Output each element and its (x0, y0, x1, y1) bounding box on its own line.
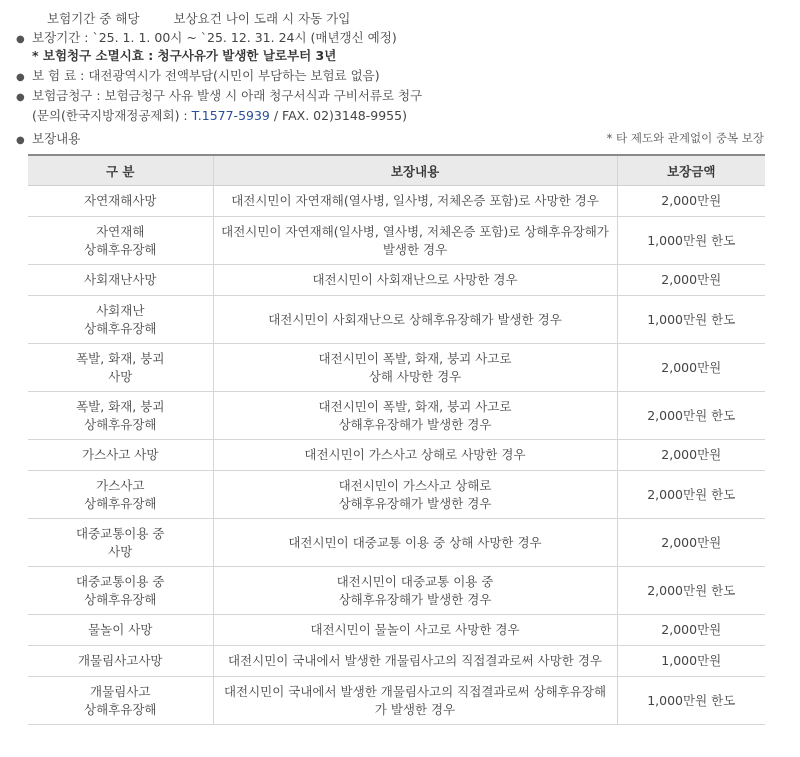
cell-line: 폭발, 화재, 붕괴 (76, 398, 165, 414)
amount-cell: 2,000만원 (617, 186, 765, 217)
table-row (28, 567, 765, 615)
amount-cell: 2,000만원 (617, 615, 765, 646)
cell-line: 상해후유장해 (84, 320, 157, 336)
table-row (28, 519, 765, 567)
header-category: 구 분 (28, 155, 213, 186)
cell-line: 물놀이 사망 (88, 622, 153, 637)
category-cell (28, 567, 213, 615)
table-row (28, 296, 765, 344)
cell-line: 상해후유장해가 발생한 경우 (338, 495, 492, 511)
amount-cell: 1,000만원 한도 (617, 296, 765, 344)
category-cell (28, 646, 213, 677)
table-row (28, 677, 765, 725)
amount-cell: 2,000만원 (617, 519, 765, 567)
category-cell (28, 217, 213, 265)
amount-cell: 2,000만원 (617, 344, 765, 392)
bullet-icon: ● (16, 92, 25, 103)
coverage-cell (213, 440, 617, 471)
period-text: 보장기간 : `25. 1. 1. 00시 ~ `25. 12. 31. 24시 (매년갱신 예정) (32, 30, 397, 45)
eligibility-text: 보험기간 중 해당 (47, 11, 140, 26)
cell-line: 상해후유장해 (84, 241, 157, 257)
coverage-table (28, 154, 765, 725)
cell-line: 대중교통이용 중 (76, 573, 165, 589)
cell-line: 개물림사고사망 (77, 653, 163, 668)
cell-line: 대전시민이 사회재난으로 상해후유장해가 발생한 경우 (268, 311, 562, 327)
cell-line: 대전시민이 폭발, 화재, 붕괴 사고로 (318, 398, 512, 414)
coverage-cell (213, 265, 617, 296)
category-cell (28, 471, 213, 519)
category-cell (28, 519, 213, 567)
category-cell (28, 265, 213, 296)
cell-line: 상해후유장해 (84, 591, 157, 607)
table-row (28, 344, 765, 392)
cell-line: 대전시민이 가스사고 상해로 사망한 경우 (304, 447, 526, 462)
cell-line: 사망 (108, 543, 133, 559)
cell-line: 대전시민이 대중교통 이용 중 상해 사망한 경우 (288, 534, 542, 550)
coverage-cell (213, 217, 617, 265)
cell-line: 발생한 경우 (382, 241, 448, 257)
contact-suffix: / FAX. 02)3148-9955) (269, 108, 407, 123)
cell-line: 사망 (108, 368, 133, 384)
cell-line: 폭발, 화재, 붕괴 (76, 350, 165, 366)
amount-cell: 2,000만원 한도 (617, 567, 765, 615)
condition-text: 보상요건 나이 도래 시 자동 가입 (173, 11, 351, 26)
cell-line: 대전시민이 대중교통 이용 중 (336, 573, 494, 589)
cell-line: 대중교통이용 중 (76, 525, 165, 541)
cell-line: 가스사고 (96, 477, 145, 493)
amount-cell: 1,000만원 (617, 646, 765, 677)
header-amount: 보장금액 (617, 155, 765, 186)
cell-line: 상해후유장해 (84, 495, 157, 511)
category-cell (28, 615, 213, 646)
bullet-icon: ● (16, 34, 25, 45)
cell-line: 대전시민이 폭발, 화재, 붕괴 사고로 (318, 350, 512, 366)
cell-line: 상해 사망한 경우 (368, 368, 462, 384)
cell-line: 대전시민이 자연재해(열사병, 일사병, 저체온증 포함)로 사망한 경우 (231, 193, 599, 208)
coverage-cell (213, 186, 617, 217)
coverage-item (16, 130, 80, 150)
duplicate-coverage-note: * 타 제도와 관계없이 중복 보장 (606, 131, 764, 145)
table-row (28, 471, 765, 519)
coverage-cell (213, 392, 617, 440)
claim-item (16, 87, 422, 107)
cell-line: 가스사고 사망 (82, 447, 159, 462)
cell-line: 대전시민이 가스사고 상해로 (338, 477, 492, 493)
contact-prefix: (문의(한국지방재정공제회) : (32, 108, 192, 123)
cell-line: 가 발생한 경우 (374, 701, 456, 717)
claim-text: 보험금청구 : 보험금청구 사유 발생 시 아래 청구서식과 구비서류로 청구 (32, 88, 423, 103)
coverage-cell (213, 646, 617, 677)
phone-link[interactable]: T.1577-5939 (191, 108, 270, 123)
period-item (16, 29, 397, 49)
amount-cell: 1,000만원 한도 (617, 217, 765, 265)
category-cell (28, 186, 213, 217)
coverage-cell (213, 567, 617, 615)
amount-cell: 1,000만원 한도 (617, 677, 765, 725)
eligibility-line (47, 9, 350, 27)
amount-cell: 2,000만원 한도 (617, 471, 765, 519)
header-coverage: 보장내용 (213, 155, 617, 186)
coverage-cell (213, 519, 617, 567)
expiry-text: * 보험청구 소멸시효 : 청구사유가 발생한 날로부터 3년 (32, 48, 337, 63)
category-cell (28, 392, 213, 440)
bullet-icon: ● (16, 135, 25, 146)
coverage-label: 보장내용 (32, 131, 81, 146)
cell-line: 상해후유장해 (84, 416, 157, 432)
cell-line: 대전시민이 국내에서 발생한 개물림사고의 직접결과로써 상해후유장해 (223, 683, 607, 699)
cell-line: 상해후유장해 (84, 701, 157, 717)
coverage-cell (213, 296, 617, 344)
table-row (28, 440, 765, 471)
table-row (28, 265, 765, 296)
premium-text: 보 험 료 : 대전광역시가 전액부담(시민이 부담하는 보험료 없음) (32, 68, 380, 83)
table-header-row (28, 155, 765, 186)
category-cell (28, 344, 213, 392)
cell-line: 대전시민이 국내에서 발생한 개물림사고의 직접결과로써 사망한 경우 (227, 653, 603, 668)
amount-cell: 2,000만원 (617, 265, 765, 296)
contact-line (32, 107, 407, 125)
premium-item (16, 67, 380, 87)
cell-line: 사회재난사망 (84, 272, 157, 287)
cell-line: 사회재난 (96, 302, 145, 318)
cell-line: 대전시민이 사회재난으로 사망한 경우 (312, 272, 518, 287)
coverage-cell (213, 344, 617, 392)
table-row (28, 217, 765, 265)
coverage-cell (213, 471, 617, 519)
coverage-cell (213, 677, 617, 725)
cell-line: 대전시민이 물놀이 사고로 사망한 경우 (310, 622, 520, 637)
category-cell (28, 677, 213, 725)
category-cell (28, 440, 213, 471)
bullet-icon: ● (16, 72, 25, 83)
amount-cell: 2,000만원 (617, 440, 765, 471)
cell-line: 대전시민이 자연재해(일사병, 열사병, 저체온증 포함)로 상해후유장해가 (221, 223, 609, 239)
table-row (28, 615, 765, 646)
table-row (28, 646, 765, 677)
table-row (28, 392, 765, 440)
cell-line: 상해후유장해가 발생한 경우 (338, 591, 492, 607)
cell-line: 자연재해 (96, 223, 145, 239)
table-row (28, 186, 765, 217)
category-cell (28, 296, 213, 344)
cell-line: 자연재해사망 (84, 193, 157, 208)
amount-cell: 2,000만원 한도 (617, 392, 765, 440)
cell-line: 개물림사고 (90, 683, 151, 699)
cell-line: 상해후유장해가 발생한 경우 (338, 416, 492, 432)
coverage-cell (213, 615, 617, 646)
